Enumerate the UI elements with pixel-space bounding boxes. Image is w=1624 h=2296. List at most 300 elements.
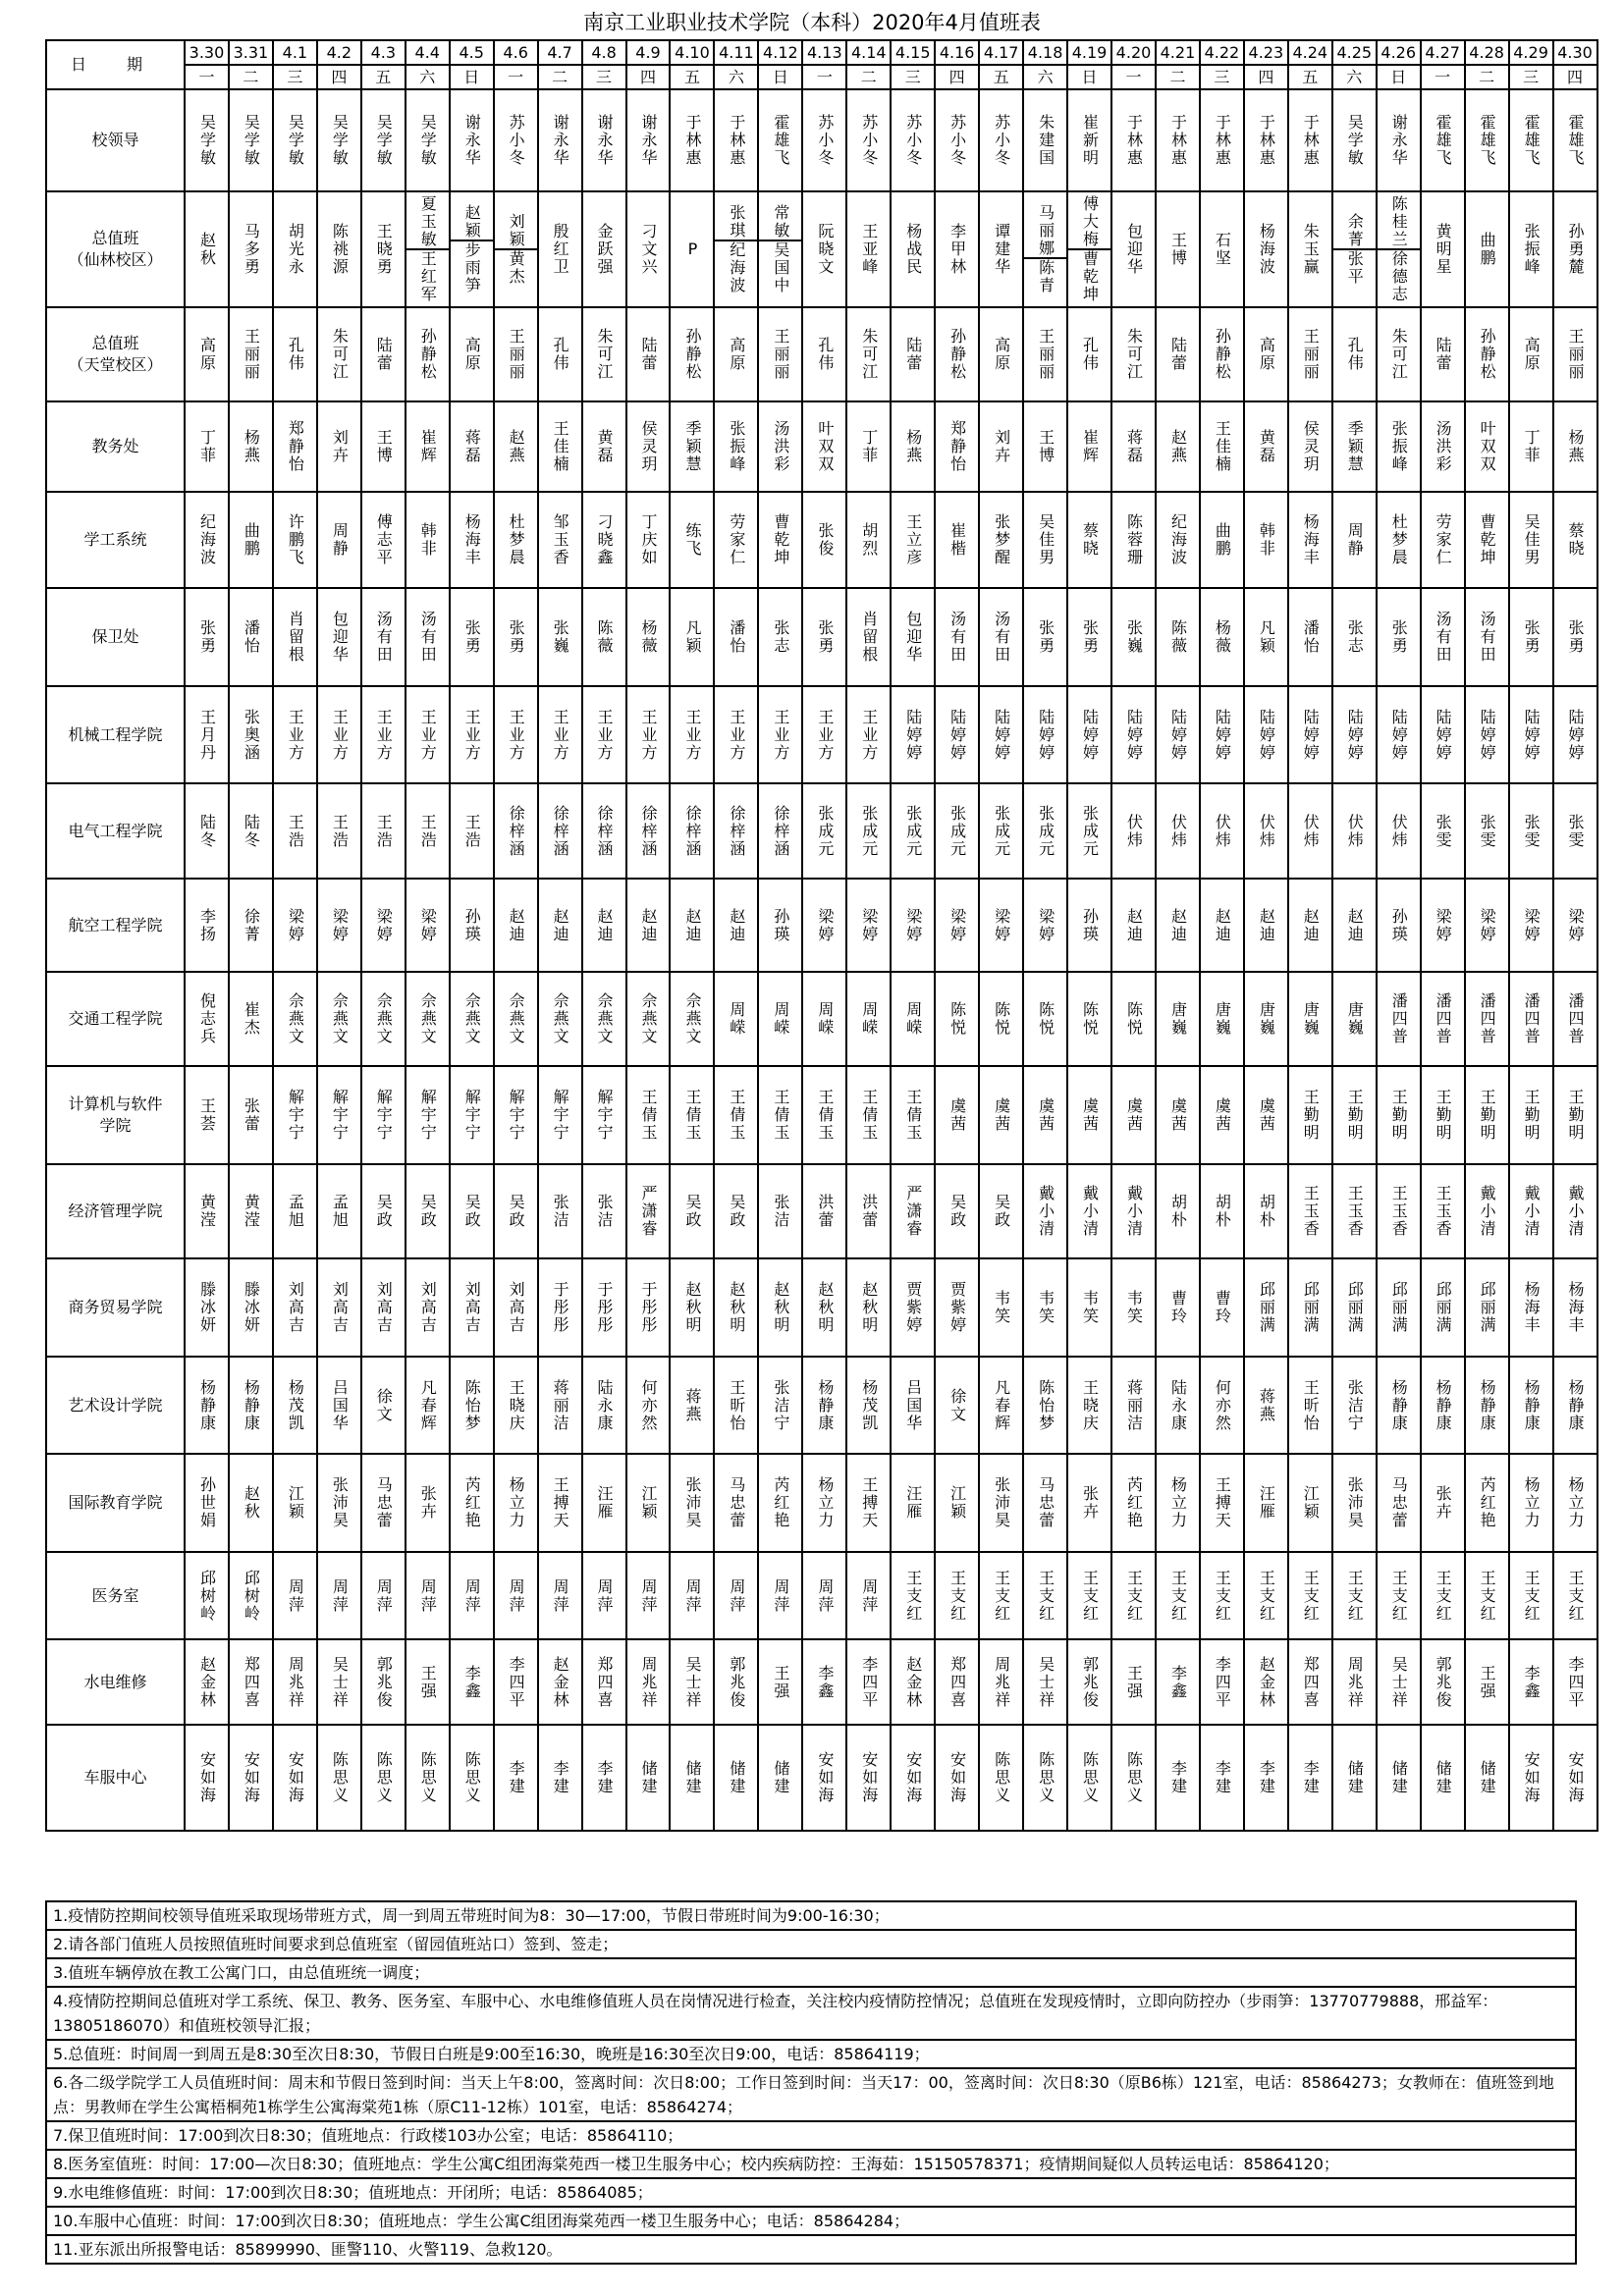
duty-person-name: 张成元 — [859, 804, 879, 858]
duty-cell — [979, 492, 1023, 588]
duty-cell — [1288, 588, 1332, 686]
duty-person-name: 虞茜 — [1213, 1097, 1232, 1133]
duty-cell — [317, 588, 361, 686]
duty-cell — [317, 1454, 361, 1552]
duty-cell — [1509, 1066, 1553, 1164]
duty-cell — [406, 191, 450, 307]
duty-person-name: 王支红 — [1566, 1569, 1586, 1623]
duty-cell — [1509, 588, 1553, 686]
duty-person-name: 王倩玉 — [859, 1089, 879, 1142]
duty-person-name: 安如海 — [1522, 1751, 1542, 1804]
duty-person-name: 江颖 — [639, 1485, 658, 1521]
duty-cell — [494, 191, 538, 307]
roster-row — [46, 1639, 1597, 1725]
duty-person-name: 杨战民 — [903, 223, 923, 276]
duty-person-name: 陆蕾 — [374, 337, 394, 372]
duty-cell — [1067, 1454, 1111, 1552]
duty-person-name: 王玉香 — [1389, 1185, 1409, 1238]
duty-cell — [450, 89, 494, 191]
duty-cell — [802, 1725, 846, 1831]
duty-person-name: 王荟 — [197, 1097, 217, 1133]
duty-person-name: 陈薇 — [595, 619, 615, 655]
duty-cell — [891, 588, 935, 686]
duty-cell — [1156, 492, 1200, 588]
department-label: 学工系统 — [46, 492, 185, 588]
date-cell: 4.12 — [758, 40, 802, 65]
duty-cell — [582, 783, 626, 879]
duty-person-name: 张沛昊 — [1345, 1476, 1365, 1529]
duty-cell — [802, 588, 846, 686]
duty-cell — [1377, 1639, 1421, 1725]
duty-cell — [670, 686, 714, 783]
duty-cell — [1200, 1066, 1244, 1164]
duty-cell — [1244, 686, 1288, 783]
duty-person-name: 孙瑛 — [1080, 907, 1100, 943]
duty-person-name: 陆婷婷 — [1389, 708, 1409, 762]
duty-person-name: 唐巍 — [1301, 1001, 1321, 1037]
duty-cell — [229, 307, 273, 401]
duty-slot — [1333, 213, 1376, 248]
duty-person-name: 王丽丽 — [1301, 328, 1321, 381]
weekday-cell: 二 — [1465, 65, 1509, 89]
duty-cell — [1377, 492, 1421, 588]
duty-person-name: 纪海波 — [197, 513, 217, 566]
duty-slot — [715, 204, 757, 240]
duty-cell — [714, 1725, 758, 1831]
duty-cell — [229, 686, 273, 783]
duty-person-name: 江颖 — [1301, 1485, 1321, 1521]
duty-person-name: 张卉 — [1434, 1485, 1453, 1521]
duty-person-name: 陆婷婷 — [1522, 708, 1542, 762]
duty-cell — [538, 401, 582, 492]
duty-cell — [229, 588, 273, 686]
roster-row — [46, 879, 1597, 972]
duty-person-name: 王支红 — [1389, 1569, 1409, 1623]
duty-cell — [538, 783, 582, 879]
duty-person-name: 马忠蕾 — [727, 1476, 746, 1529]
duty-cell — [361, 686, 406, 783]
duty-slot — [1068, 248, 1110, 303]
duty-person-name: 王丽丽 — [507, 328, 526, 381]
duty-cell — [1421, 588, 1465, 686]
date-cell: 4.11 — [714, 40, 758, 65]
duty-person-name: 吴政 — [947, 1194, 967, 1229]
duty-slot — [495, 213, 537, 248]
duty-person-name: 周萍 — [286, 1577, 305, 1614]
duty-person-name: 蔡晓 — [1080, 522, 1100, 558]
duty-slot — [1333, 248, 1376, 286]
duty-cell — [1377, 1454, 1421, 1552]
department-label: 国际教育学院 — [46, 1454, 185, 1552]
duty-cell — [1067, 686, 1111, 783]
duty-cell — [1509, 686, 1553, 783]
duty-person-name: 高原 — [197, 337, 217, 372]
duty-cell — [758, 492, 802, 588]
duty-person-name: 王佳楠 — [1213, 420, 1232, 473]
duty-person-name: 陈青 — [1036, 259, 1056, 294]
duty-cell — [1553, 401, 1597, 492]
duty-cell — [450, 1357, 494, 1454]
duty-cell — [802, 1639, 846, 1725]
duty-person-name: 李建 — [1257, 1760, 1276, 1795]
duty-person-name: 潘四普 — [1434, 992, 1453, 1045]
duty-person-name: 吴政 — [727, 1194, 746, 1229]
duty-person-name: 郭兆俊 — [374, 1655, 394, 1709]
duty-cell — [1553, 1258, 1597, 1357]
duty-person-name: 邱丽满 — [1257, 1281, 1276, 1334]
duty-cell — [846, 879, 891, 972]
duty-person-name: 赵迪 — [507, 907, 526, 943]
duty-cell — [891, 1725, 935, 1831]
duty-person-name: 侯灵玥 — [1301, 420, 1321, 473]
duty-person-name: 陆婷婷 — [1566, 708, 1586, 762]
duty-cell — [626, 401, 671, 492]
duty-slot — [495, 248, 537, 286]
duty-person-name: 崔辉 — [418, 429, 438, 464]
duty-person-name: 吴学敏 — [1345, 114, 1365, 167]
duty-person-name: 解宇宁 — [551, 1089, 570, 1142]
duty-cell — [626, 879, 671, 972]
duty-person-name: 李四平 — [1566, 1655, 1586, 1709]
duty-person-name: 佘燕文 — [551, 992, 570, 1045]
duty-person-name: 周嵘 — [771, 1001, 790, 1037]
duty-cell — [582, 686, 626, 783]
duty-cell — [538, 1357, 582, 1454]
duty-person-name: 安如海 — [903, 1751, 923, 1804]
duty-cell — [714, 1552, 758, 1639]
duty-person-name: 张勇 — [1080, 619, 1100, 655]
duty-person-name: 孟旭 — [286, 1194, 305, 1229]
duty-slot — [1378, 248, 1420, 303]
duty-cell — [1332, 686, 1377, 783]
weekday-cell: 日 — [758, 65, 802, 89]
duty-cell — [1377, 307, 1421, 401]
duty-person-name: 吴学敏 — [286, 114, 305, 167]
duty-person-name: 曲鹏 — [1478, 232, 1497, 267]
duty-cell — [273, 1639, 317, 1725]
duty-cell — [891, 1639, 935, 1725]
duty-cell — [317, 401, 361, 492]
duty-cell — [758, 1454, 802, 1552]
duty-person-name: 韦笑 — [1036, 1290, 1056, 1325]
duty-person-name: 贾紫婷 — [947, 1281, 967, 1334]
duty-person-name: 蒋燕 — [1257, 1387, 1276, 1423]
duty-person-name: 王博 — [1036, 429, 1056, 464]
duty-cell — [1200, 879, 1244, 972]
duty-person-name: 安如海 — [1566, 1751, 1586, 1804]
department-label: 教务处 — [46, 401, 185, 492]
duty-cell — [1288, 1066, 1332, 1164]
duty-cell — [406, 588, 450, 686]
date-cell: 3.31 — [229, 40, 273, 65]
duty-cell — [361, 783, 406, 879]
duty-cell — [1111, 1258, 1156, 1357]
duty-person-name: 张巍 — [1124, 619, 1144, 655]
duty-cell — [1023, 1725, 1067, 1831]
duty-cell — [802, 191, 846, 307]
duty-cell — [626, 492, 671, 588]
duty-cell — [1067, 972, 1111, 1066]
duty-person-name: 芮红艳 — [771, 1476, 790, 1529]
duty-person-name: 周萍 — [771, 1577, 790, 1614]
duty-person-name: 赵迪 — [1257, 907, 1276, 943]
date-cell: 4.17 — [979, 40, 1023, 65]
duty-person-name: 吴政 — [507, 1194, 526, 1229]
duty-cell — [626, 1552, 671, 1639]
date-column-label: 日 期 — [46, 40, 185, 89]
duty-person-name: 纪海波 — [1168, 513, 1188, 566]
duty-person-name: 丁菲 — [859, 429, 879, 464]
duty-person-name: 刁文兴 — [639, 223, 658, 276]
duty-cell — [979, 1066, 1023, 1164]
duty-person-name: 杨立力 — [815, 1476, 835, 1529]
duty-cell — [1200, 1454, 1244, 1552]
duty-cell — [1465, 401, 1509, 492]
duty-person-name: 王勤明 — [1522, 1089, 1542, 1142]
duty-person-name: 汪雁 — [1257, 1485, 1276, 1521]
duty-person-name: 周萍 — [551, 1577, 570, 1614]
duty-person-name: 解宇宁 — [330, 1089, 350, 1142]
duty-person-name: 苏小冬 — [903, 114, 923, 167]
duty-person-name: 赵迪 — [1124, 907, 1144, 943]
duty-person-name: 张雯 — [1478, 813, 1497, 849]
duty-person-name: 崔杰 — [242, 1001, 261, 1037]
notes-section — [45, 1900, 1577, 2265]
duty-cell — [758, 1357, 802, 1454]
duty-cell — [1421, 1639, 1465, 1725]
date-cell: 4.30 — [1553, 40, 1597, 65]
duty-cell — [626, 1357, 671, 1454]
duty-cell — [1465, 972, 1509, 1066]
duty-person-name: 马多勇 — [242, 223, 261, 276]
duty-person-name: 谢永华 — [595, 114, 615, 167]
duty-cell — [846, 588, 891, 686]
roster-row — [46, 783, 1597, 879]
duty-person-name: 陈悦 — [992, 1001, 1011, 1037]
duty-person-name: 王倩玉 — [815, 1089, 835, 1142]
duty-person-name: 王丽丽 — [1566, 328, 1586, 381]
duty-person-name: 霍雄飞 — [771, 114, 790, 167]
duty-cell — [1509, 783, 1553, 879]
duty-person-name: 王支红 — [1345, 1569, 1365, 1623]
duty-cell — [758, 89, 802, 191]
duty-cell — [1111, 879, 1156, 972]
weekday-cell: 五 — [361, 65, 406, 89]
duty-person-name: 陆婷婷 — [1257, 708, 1276, 762]
duty-person-name: 王支红 — [1257, 1569, 1276, 1623]
duty-person-name: 张洁宁 — [771, 1378, 790, 1432]
duty-person-name: 许鹏飞 — [286, 513, 305, 566]
duty-person-name: 陆婷婷 — [903, 708, 923, 762]
duty-person-name: 周萍 — [682, 1577, 702, 1614]
duty-person-name: 吴学敏 — [330, 114, 350, 167]
duty-person-name: 潘四普 — [1389, 992, 1409, 1045]
duty-person-name: 王昕怡 — [727, 1378, 746, 1432]
duty-cell — [494, 783, 538, 879]
duty-person-name: 安如海 — [947, 1751, 967, 1804]
duty-cell — [802, 401, 846, 492]
duty-slot — [1378, 195, 1420, 248]
duty-person-name: 崔新明 — [1080, 114, 1100, 167]
duty-cell — [891, 972, 935, 1066]
duty-cell — [714, 89, 758, 191]
duty-person-name: 陈悦 — [1080, 1001, 1100, 1037]
weekday-cell: 六 — [1023, 65, 1067, 89]
duty-cell — [1332, 1164, 1377, 1258]
duty-cell — [846, 972, 891, 1066]
duty-person-name: 李建 — [551, 1760, 570, 1795]
duty-cell — [494, 1639, 538, 1725]
duty-cell — [1553, 1454, 1597, 1552]
duty-person-name: 霍雄飞 — [1522, 114, 1542, 167]
duty-cell — [1111, 588, 1156, 686]
duty-person-name: 蒋丽洁 — [1124, 1378, 1144, 1432]
duty-cell — [1509, 1639, 1553, 1725]
duty-cell — [979, 686, 1023, 783]
duty-cell — [361, 1454, 406, 1552]
duty-cell — [1553, 1066, 1597, 1164]
duty-person-name: 周萍 — [418, 1577, 438, 1614]
duty-cell — [361, 1258, 406, 1357]
duty-cell — [1156, 1639, 1200, 1725]
duty-cell — [1023, 1258, 1067, 1357]
duty-person-name: 解宇宁 — [374, 1089, 394, 1142]
duty-person-name: 孟旭 — [330, 1194, 350, 1229]
duty-cell — [1244, 1639, 1288, 1725]
duty-person-name: 李建 — [1213, 1760, 1232, 1795]
weekday-cell: 三 — [273, 65, 317, 89]
duty-person-name: 王支红 — [1522, 1569, 1542, 1623]
duty-cell — [1023, 1454, 1067, 1552]
duty-person-name: 王业方 — [815, 708, 835, 762]
duty-person-name: 陆蕾 — [903, 337, 923, 372]
duty-person-name: 张勇 — [1389, 619, 1409, 655]
duty-person-name: 汤有田 — [947, 611, 967, 664]
duty-cell — [273, 492, 317, 588]
weekday-cell: 六 — [406, 65, 450, 89]
duty-person-name: 曹乾坤 — [1478, 513, 1497, 566]
duty-cell — [317, 783, 361, 879]
duty-cell — [1509, 401, 1553, 492]
duty-cell — [361, 307, 406, 401]
duty-person-name: 李建 — [1168, 1760, 1188, 1795]
duty-cell — [714, 401, 758, 492]
duty-person-name: 解宇宁 — [462, 1089, 482, 1142]
duty-person-name: 王丽丽 — [1036, 328, 1056, 381]
duty-person-name: 王勤明 — [1345, 1089, 1365, 1142]
duty-cell — [229, 1066, 273, 1164]
duty-person-name: 李四平 — [507, 1655, 526, 1709]
duty-cell — [1288, 1164, 1332, 1258]
duty-cell — [1023, 686, 1067, 783]
duty-person-name: 徐梓涵 — [727, 804, 746, 858]
duty-person-name: 安如海 — [242, 1751, 261, 1804]
duty-person-name: 杨海丰 — [1566, 1281, 1586, 1334]
duty-person-name: 蒋磊 — [462, 429, 482, 464]
duty-cell — [1111, 1454, 1156, 1552]
duty-slot — [451, 204, 493, 240]
duty-cell — [1067, 401, 1111, 492]
duty-person-name: 刘颖 — [507, 213, 526, 248]
duty-person-name: 刘高吉 — [330, 1281, 350, 1334]
duty-cell — [1465, 783, 1509, 879]
duty-cell — [1244, 1454, 1288, 1552]
duty-person-name: 丁庆如 — [639, 513, 658, 566]
duty-person-name: 赵秋明 — [771, 1281, 790, 1334]
duty-cell — [935, 1357, 979, 1454]
duty-person-name: 季颖慧 — [1345, 420, 1365, 473]
date-cell: 4.6 — [494, 40, 538, 65]
duty-cell — [1200, 972, 1244, 1066]
duty-cell — [1553, 686, 1597, 783]
duty-person-name: 陈思义 — [462, 1751, 482, 1804]
date-cell: 4.29 — [1509, 40, 1553, 65]
duty-person-name: 张洁 — [551, 1194, 570, 1229]
duty-cell — [935, 879, 979, 972]
duty-person-name: 朱可江 — [859, 328, 879, 381]
duty-person-name: 张志 — [1345, 619, 1365, 655]
split-duty — [1068, 195, 1110, 303]
duty-person-name: 王业方 — [507, 708, 526, 762]
duty-person-name: 赵金林 — [197, 1655, 217, 1709]
duty-person-name: 王支红 — [1168, 1569, 1188, 1623]
duty-cell — [802, 1552, 846, 1639]
duty-cell — [538, 588, 582, 686]
duty-person-name: 蒋丽洁 — [551, 1378, 570, 1432]
duty-cell — [1553, 1357, 1597, 1454]
duty-cell — [802, 307, 846, 401]
date-cell: 3.30 — [185, 40, 229, 65]
duty-person-name: 王业方 — [374, 708, 394, 762]
duty-person-name: 王支红 — [1478, 1569, 1497, 1623]
duty-cell — [450, 1454, 494, 1552]
department-label: 车服中心 — [46, 1725, 185, 1831]
duty-person-name: 陆婷婷 — [1124, 708, 1144, 762]
duty-person-name: 胡烈 — [859, 522, 879, 558]
duty-person-name: 邱丽满 — [1478, 1281, 1497, 1334]
note-line: 9.水电维修值班：时间：17:00到次日8:30；值班地点：开闭所；电话：85864085； — [47, 2177, 1575, 2206]
duty-person-name: 孙瑛 — [771, 907, 790, 943]
duty-person-name: 吴佳男 — [1522, 513, 1542, 566]
duty-person-name: 王浩 — [462, 813, 482, 849]
duty-cell — [1421, 89, 1465, 191]
duty-person-name: 安如海 — [815, 1751, 835, 1804]
duty-cell — [406, 492, 450, 588]
duty-cell — [758, 1725, 802, 1831]
duty-cell — [273, 972, 317, 1066]
duty-cell — [582, 972, 626, 1066]
duty-cell — [935, 1258, 979, 1357]
duty-person-name: 于林惠 — [1301, 114, 1321, 167]
duty-cell — [406, 1639, 450, 1725]
duty-person-name: 刘卉 — [330, 429, 350, 464]
duty-cell — [758, 686, 802, 783]
duty-person-name: 刘卉 — [992, 429, 1011, 464]
duty-cell — [758, 783, 802, 879]
duty-cell — [273, 1164, 317, 1258]
duty-cell — [273, 191, 317, 307]
duty-cell — [229, 492, 273, 588]
roster-row — [46, 1164, 1597, 1258]
duty-person-name: 赵秋 — [197, 232, 217, 267]
duty-person-name: 苏小冬 — [507, 114, 526, 167]
duty-cell — [450, 1066, 494, 1164]
duty-cell — [1111, 783, 1156, 879]
duty-cell — [758, 879, 802, 972]
duty-cell — [1200, 1258, 1244, 1357]
date-cell: 4.28 — [1465, 40, 1509, 65]
duty-person-name: 周萍 — [507, 1577, 526, 1614]
